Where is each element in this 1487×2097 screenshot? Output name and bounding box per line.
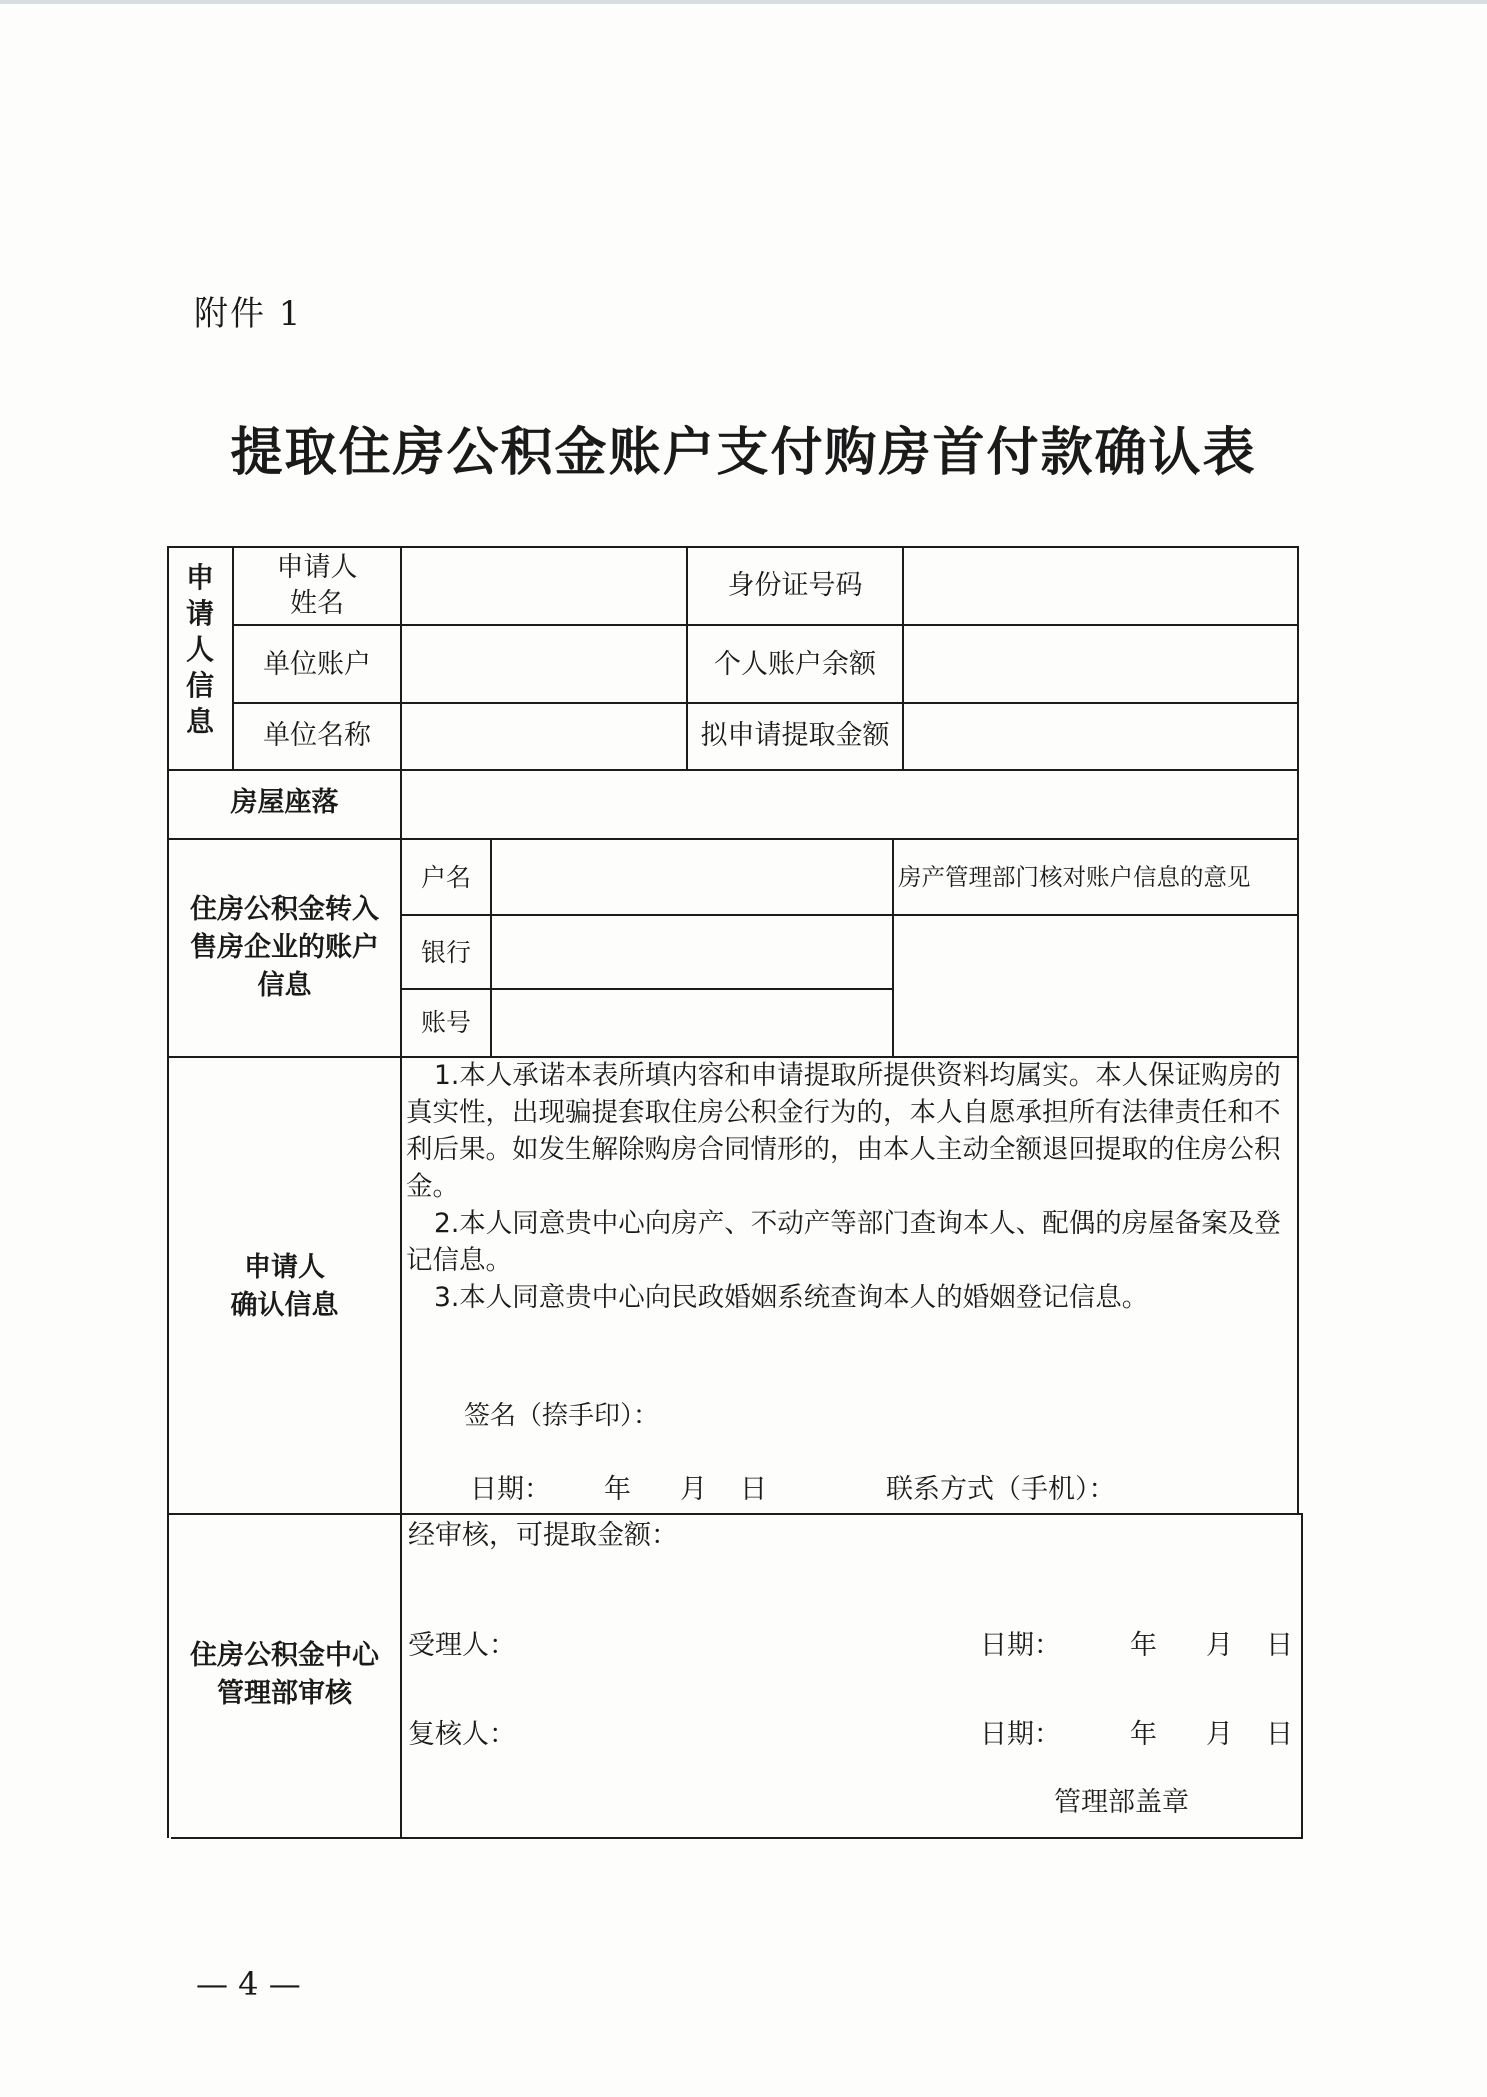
housing-dept-opinion-label: 房产管理部门核对账户信息的意见 [898,863,1251,891]
management-seal-label: 管理部盖章 [1054,1787,1189,1818]
reviewer-date-day: 日 [1266,1719,1293,1750]
page-number: — 4 — [196,1965,301,2003]
table-border-right [1297,546,1299,1515]
row-line [232,702,1298,704]
table-border-bottom [171,1837,1303,1839]
handler-label: 受理人： [408,1630,516,1661]
account-balance-label: 个人账户余额 [714,649,876,680]
col-line [400,546,402,770]
handler-date-day: 日 [1266,1630,1293,1661]
table-border-top [167,546,1298,548]
withdrawal-amount-label: 拟申请提取金额 [700,720,890,751]
commitment-item-3: 3.本人同意贵中心向民政婚姻系统查询本人的婚姻登记信息。 [434,1282,1149,1313]
handler-date-label: 日期： [980,1630,1061,1661]
signature-label: 签名（捺手印）： [464,1401,660,1431]
reviewer-label: 复核人： [408,1719,516,1750]
applicant-date-year: 年 [604,1474,631,1505]
row-line [167,838,1298,840]
row-line [232,624,1298,626]
handler-date-year: 年 [1130,1630,1157,1661]
applicant-name-label: 申请人 姓名 [276,552,358,619]
account-number-label: 账号 [420,1008,471,1037]
form-title: 提取住房公积金账户支付购房首付款确认表 [230,422,1257,483]
commitment-item-1: 1.本人承诺本表所填内容和申请提取所提供资料均属实。本人保证购房的真实性，出现骗提套取住房公积金行为的，本人自愿承担所有法律责任和不利后果。如发生解除购房合同情形的，由本人主动全额退回提取的住房公积金。 [406,1060,1281,1202]
table-border-right [1301,1513,1303,1838]
applicant-info-section-label: 申 请 人 信 息 [185,561,214,738]
attachment-label: 附件 1 [194,294,303,334]
row-line [169,1513,1301,1515]
approved-amount-label: 经审核，可提取金额： [408,1520,678,1551]
reviewer-date-year: 年 [1130,1719,1157,1750]
transfer-account-section-label: 住房公积金转入 售房企业的账户 信息 [190,894,379,1001]
col-line [490,838,492,1056]
applicant-date-month: 月 [680,1474,707,1505]
commitment-item-2: 2.本人同意贵中心向房产、不动产等部门查询本人、配偶的房屋备案及登记信息。 [406,1208,1281,1276]
house-location-label: 房屋座落 [230,787,339,818]
reviewer-date-month: 月 [1206,1719,1233,1750]
applicant-date-day: 日 [740,1474,767,1505]
row-line [167,769,1298,771]
contact-phone-label: 联系方式（手机）： [886,1474,1116,1505]
id-number-label: 身份证号码 [727,570,863,601]
reviewer-date-label: 日期： [980,1719,1061,1750]
account-name-label: 户名 [420,863,471,892]
bank-label: 银行 [420,938,471,967]
unit-name-label: 单位名称 [263,720,371,751]
handler-date-month: 月 [1206,1630,1233,1661]
row-line [400,914,1298,916]
unit-account-label: 单位账户 [263,649,371,680]
commitment-statement [406,1057,1296,1316]
applicant-date-label: 日期： [470,1474,551,1505]
management-review-section-label: 住房公积金中心 管理部审核 [190,1640,379,1709]
row-line [400,988,892,990]
col-line [902,546,904,770]
col-line [892,838,894,1056]
applicant-confirmation-section-label: 申请人 确认信息 [230,1252,339,1321]
col-line [400,769,402,1838]
